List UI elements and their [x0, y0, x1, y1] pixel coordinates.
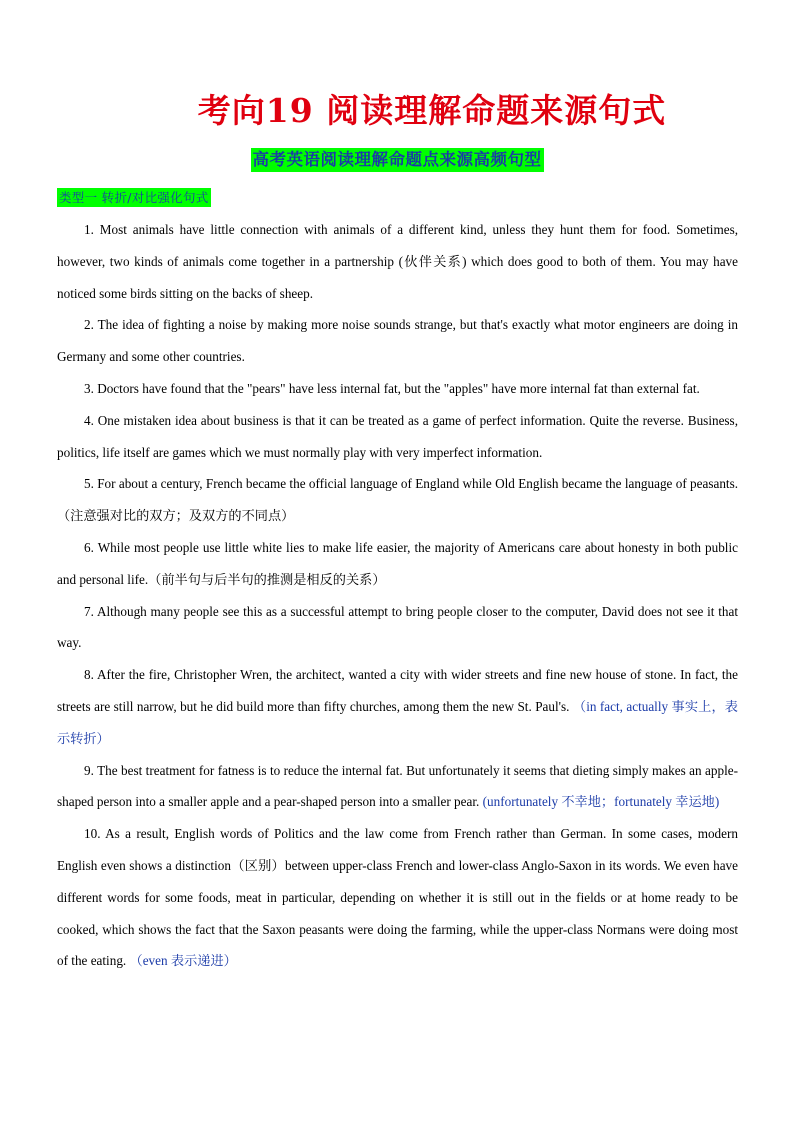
paragraph-note: （even 表示递进）	[129, 953, 237, 969]
paragraph-note: (unfortunately 不幸地；fortunately 幸运地)	[482, 794, 720, 810]
paragraph-text: 1. Most animals have little connection with animals of a different kind, unless they hunt them for food. Sometimes, however, two kinds of animals come together in a partnership (伙伴关系) which does good to both of them. You may have noticed some birds sitting on the backs of sheep.	[57, 222, 738, 301]
page-subtitle: 高考英语阅读理解命题点来源高频句型	[251, 148, 544, 172]
section-label: 类型一 转折/对比强化句式	[59, 190, 209, 205]
paragraph-note: （in fact, actually 事实上，表示转折）	[57, 698, 738, 746]
paragraph	[57, 468, 738, 532]
paragraph	[57, 214, 738, 309]
paragraph	[57, 373, 738, 405]
paragraph	[57, 532, 738, 596]
paragraph-text: 2. The idea of fighting a noise by making more noise sounds strange, but that's exactly what motor engineers are doing in Germany and some other countries.	[57, 317, 738, 365]
paragraph	[57, 596, 738, 660]
paragraph-text: 9. The best treatment for fatness is to reduce the internal fat. But unfortunately it seems that dieting simply makes an apple-shaped person into a smaller apple and a pear-shaped person into a smaller pear.	[57, 762, 738, 810]
paragraph-text: 4. One mistaken idea about business is that it can be treated as a game of perfect information. Quite the reverse. Business, politics, life itself are games which we must normally play with very imperfect information.	[57, 412, 738, 460]
paragraph	[57, 309, 738, 373]
paragraph	[57, 405, 738, 469]
paragraph-text: 8. After the fire, Christopher Wren, the architect, wanted a city with wider streets and fine new house of stone. In fact, the streets are still narrow, but he did build more than fifty churches, among them the new St. Paul's.	[57, 667, 738, 714]
content-body	[57, 214, 738, 977]
paragraph	[57, 818, 738, 977]
paragraph-text: 10. As a result, English words of Politics and the law come from French rather than German. In some cases, modern English even shows a distinction（区别）between upper-class French and lower-class Anglo-Saxon in its words. We even have different words for some foods, meat in particular, depending on whether it is still out in the fields or at home ready to be cooked, which shows the fact that the Saxon peasants were doing the farming, while the upper-class Normans were doing most of the eating.	[57, 826, 738, 969]
subtitle-container	[0, 148, 794, 172]
paragraph	[57, 659, 738, 754]
paragraph-text: 3. Doctors have found that the "pears" have less internal fat, but the "apples" have more internal fat than external fat.	[84, 380, 700, 396]
paragraph	[57, 755, 738, 819]
page-title: 考向19 阅读理解命题来源句式	[197, 91, 667, 130]
paragraph-text: 5. For about a century, French became the official language of England while Old English became the language of peasants.（注意强对比的双方；及双方的不同点）	[57, 476, 738, 524]
paragraph-text: 6. While most people use little white lies to make life easier, the majority of Americans care about honesty in both public and personal life.（前半句与后半句的推测是相反的关系）	[57, 539, 738, 587]
paragraph-text: 7. Although many people see this as a successful attempt to bring people closer to the computer, David does not see it that way.	[57, 603, 738, 651]
